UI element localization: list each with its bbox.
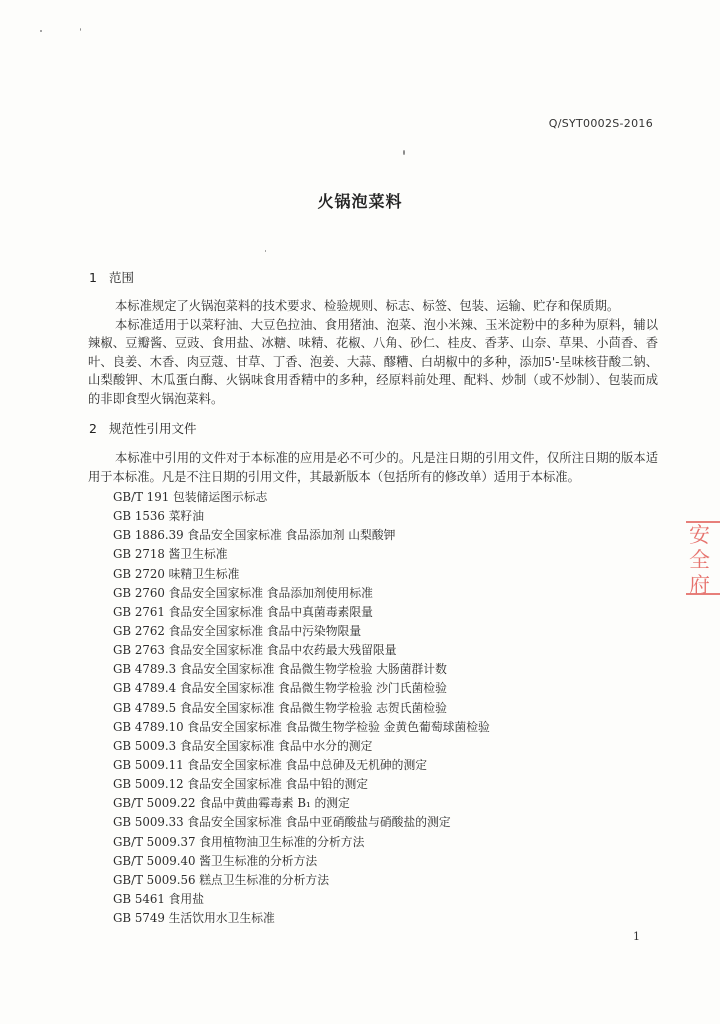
list-item: GB 5009.12 食品安全国家标准 食品中铅的测定 [113, 777, 369, 792]
section-1-number: 1 [89, 270, 97, 285]
list-item: GB 4789.4 食品安全国家标准 食品微生物学检验 沙门氏菌检验 [113, 681, 447, 696]
list-item: GB 5461 食用盐 [113, 891, 205, 906]
list-item: GB 5009.33 食品安全国家标准 食品中亚硝酸盐与硝酸盐的测定 [113, 815, 451, 830]
list-item: GB 5749 生活饮用水卫生标准 [113, 911, 275, 926]
section-2-paragraph: 本标准中引用的文件对于本标准的应用是必不可少的。凡是注日期的引用文件，仅所注日期的版本适用于本标准。凡是不注日期的引用文件，其最新版本（包括所有的修改单）适用于本标准。 [88, 451, 658, 484]
stamp-line-2: 府 [689, 573, 710, 597]
list-item: GB 1886.39 食品安全国家标准 食品添加剂 山梨酸钾 [113, 528, 396, 543]
section-1-heading [89, 268, 134, 286]
list-item: GB 4789.10 食品安全国家标准 食品微生物学检验 金黄色葡萄球菌检验 [113, 719, 490, 734]
scan-speck [265, 250, 266, 252]
list-item: GB 5009.3 食品安全国家标准 食品中水分的测定 [113, 738, 373, 753]
list-item: GB/T 5009.40 酱卫生标准的分析方法 [113, 853, 318, 868]
document-code: Q/SYT0002S-2016 [548, 117, 653, 130]
list-item: GB 4789.3 食品安全国家标准 食品微生物学检验 大肠菌群计数 [113, 662, 447, 677]
scan-speck [403, 150, 405, 155]
scan-speck [80, 28, 81, 31]
list-item: GB 1536 菜籽油 [113, 509, 205, 524]
page-number: 1 [633, 930, 640, 943]
list-item: GB 2760 食品安全国家标准 食品添加剂使用标准 [113, 585, 373, 600]
list-item: GB/T 191 包装储运图示标志 [113, 490, 268, 504]
scan-speck [40, 30, 42, 32]
list-item: GB 2720 味精卫生标准 [113, 566, 240, 581]
red-seal-stamp [686, 521, 720, 595]
list-item: GB/T 5009.22 食品中黄曲霉毒素 B₁ 的测定 [113, 796, 350, 811]
reference-list [113, 488, 490, 928]
list-item: GB 2718 酱卫生标准 [113, 547, 228, 562]
section-2-number: 2 [89, 421, 97, 436]
list-item: GB/T 5009.37 食用植物油卫生标准的分析方法 [113, 834, 365, 849]
section-2-heading [89, 419, 197, 437]
list-item: GB 2762 食品安全国家标准 食品中污染物限量 [113, 623, 362, 638]
list-item: GB 2763 食品安全国家标准 食品中农药最大残留限量 [113, 643, 397, 658]
stamp-line-1: 安全 [689, 523, 710, 572]
section-1-paragraph-2: 本标准适用于以菜籽油、大豆色拉油、食用猪油、泡菜、泡小米辣、玉米淀粉中的多种为原料，辅以辣椒、豆瓣酱、豆豉、食用盐、冰糖、味精、花椒、八角、砂仁、桂皮、香茅、山奈、草果、小茴香、香叶、良姜、木香、肉豆蔻、甘草、丁香、泡姜、大蒜、醪糟、白胡椒中的多种，添加5'-呈味核苷酸二钠、山梨酸钾、木瓜蛋白酶、火锅味食用香精中的多种，经原料前处理、配料、炒制（或不炒制）、包装而成的非即食型火锅泡菜料。 [88, 317, 658, 406]
page-title: 火锅泡菜料 [317, 192, 403, 211]
list-item: GB 2761 食品安全国家标准 食品中真菌毒素限量 [113, 604, 373, 619]
list-item: GB 4789.5 食品安全国家标准 食品微生物学检验 志贺氏菌检验 [113, 700, 447, 715]
list-item: GB/T 5009.56 糕点卫生标准的分析方法 [113, 872, 329, 887]
section-1-paragraph-1: 本标准规定了火锅泡菜料的技术要求、检验规则、标志、标签、包装、运输、贮存和保质期。 [115, 299, 620, 313]
section-1-title: 范围 [109, 270, 135, 285]
list-item: GB 5009.11 食品安全国家标准 食品中总砷及无机砷的测定 [113, 757, 428, 772]
section-2-title: 规范性引用文件 [109, 421, 197, 436]
